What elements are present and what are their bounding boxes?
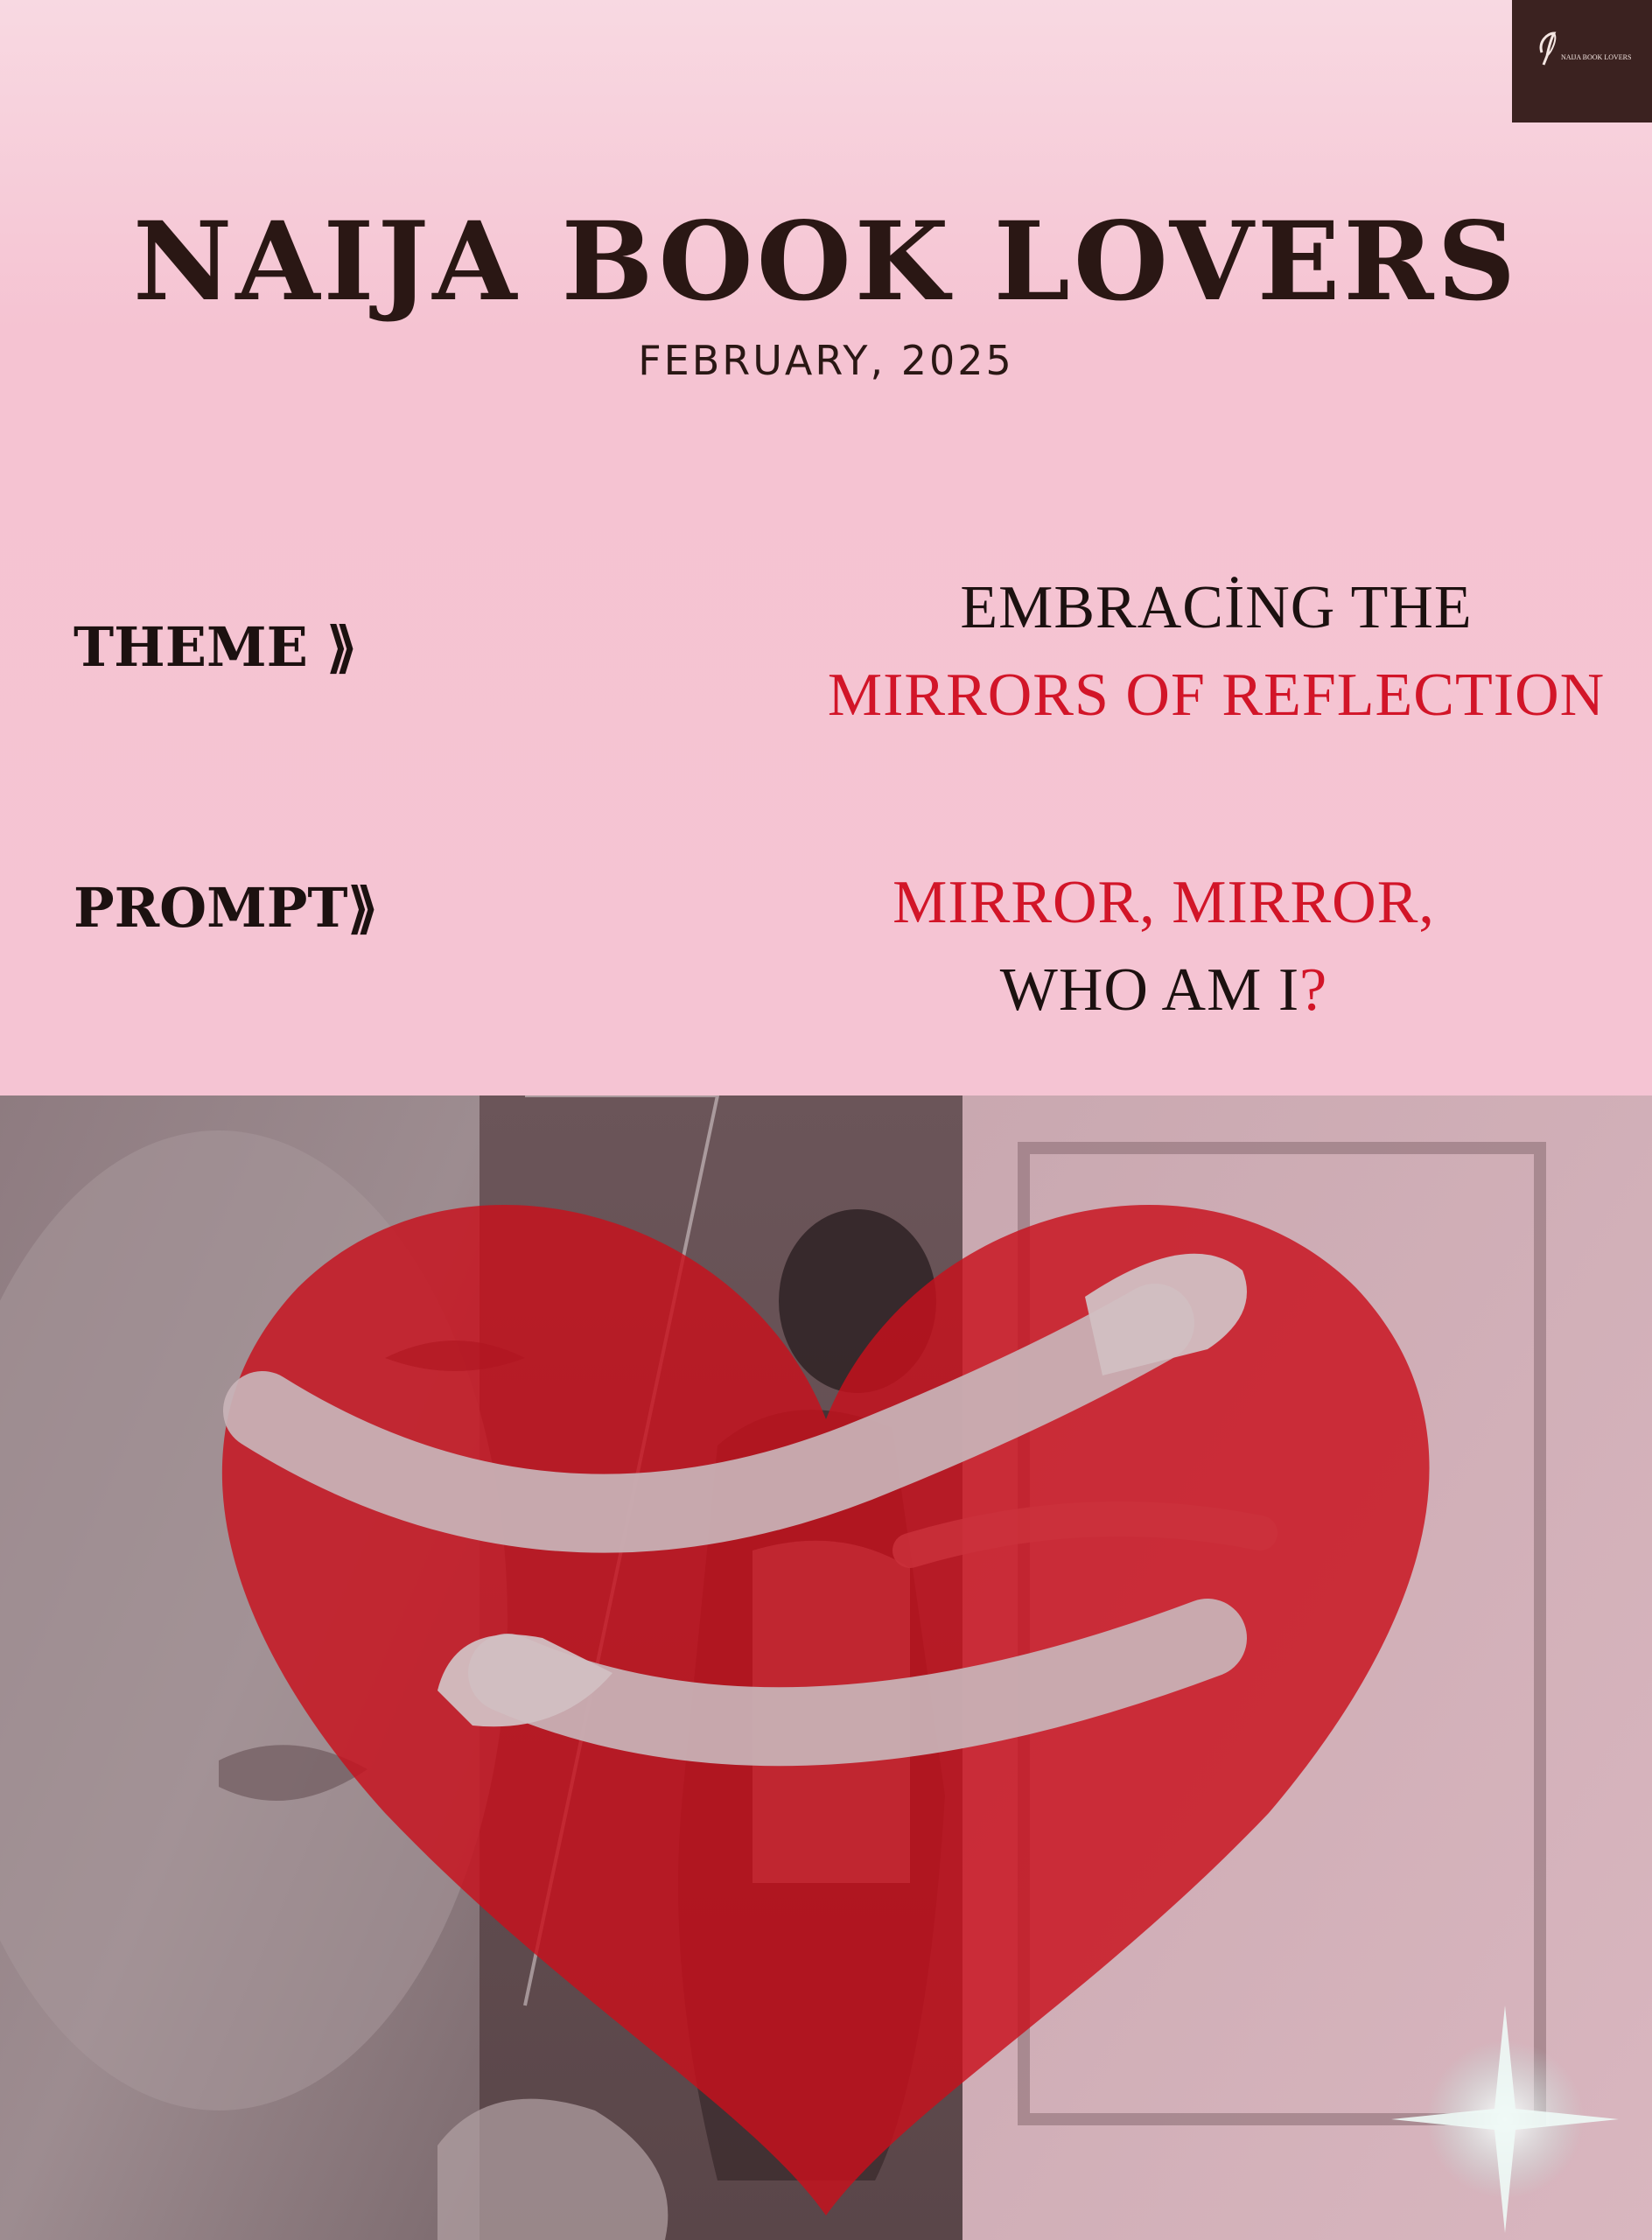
issue-date: FEBRUARY, 2025 xyxy=(638,337,1014,384)
magazine-title: NAIJA BOOK LOVERS xyxy=(132,199,1520,326)
theme-line-2: MIRRORS OF REFLECTION xyxy=(827,662,1606,729)
theme-label: THEME ⟫ xyxy=(74,615,357,679)
publisher-logo xyxy=(1512,0,1652,122)
prompt-value xyxy=(770,859,1558,1034)
theme-value xyxy=(805,564,1628,739)
cover-illustration xyxy=(0,1096,1652,2240)
logo-wordmark xyxy=(1512,0,1652,122)
prompt-line-2 xyxy=(770,947,1558,1034)
question-mark: ? xyxy=(1299,956,1328,1024)
prompt-line-1: MIRROR, MIRROR, xyxy=(892,869,1435,936)
cover-artwork xyxy=(0,1096,1652,2240)
prompt-question: WHO AM I xyxy=(999,956,1300,1024)
logo-text: NAIJA BOOK LOVERS xyxy=(1561,53,1632,61)
prompt-label: PROMPT⟫ xyxy=(74,876,379,940)
theme-line-1: EMBRACİNG THE xyxy=(960,574,1473,641)
